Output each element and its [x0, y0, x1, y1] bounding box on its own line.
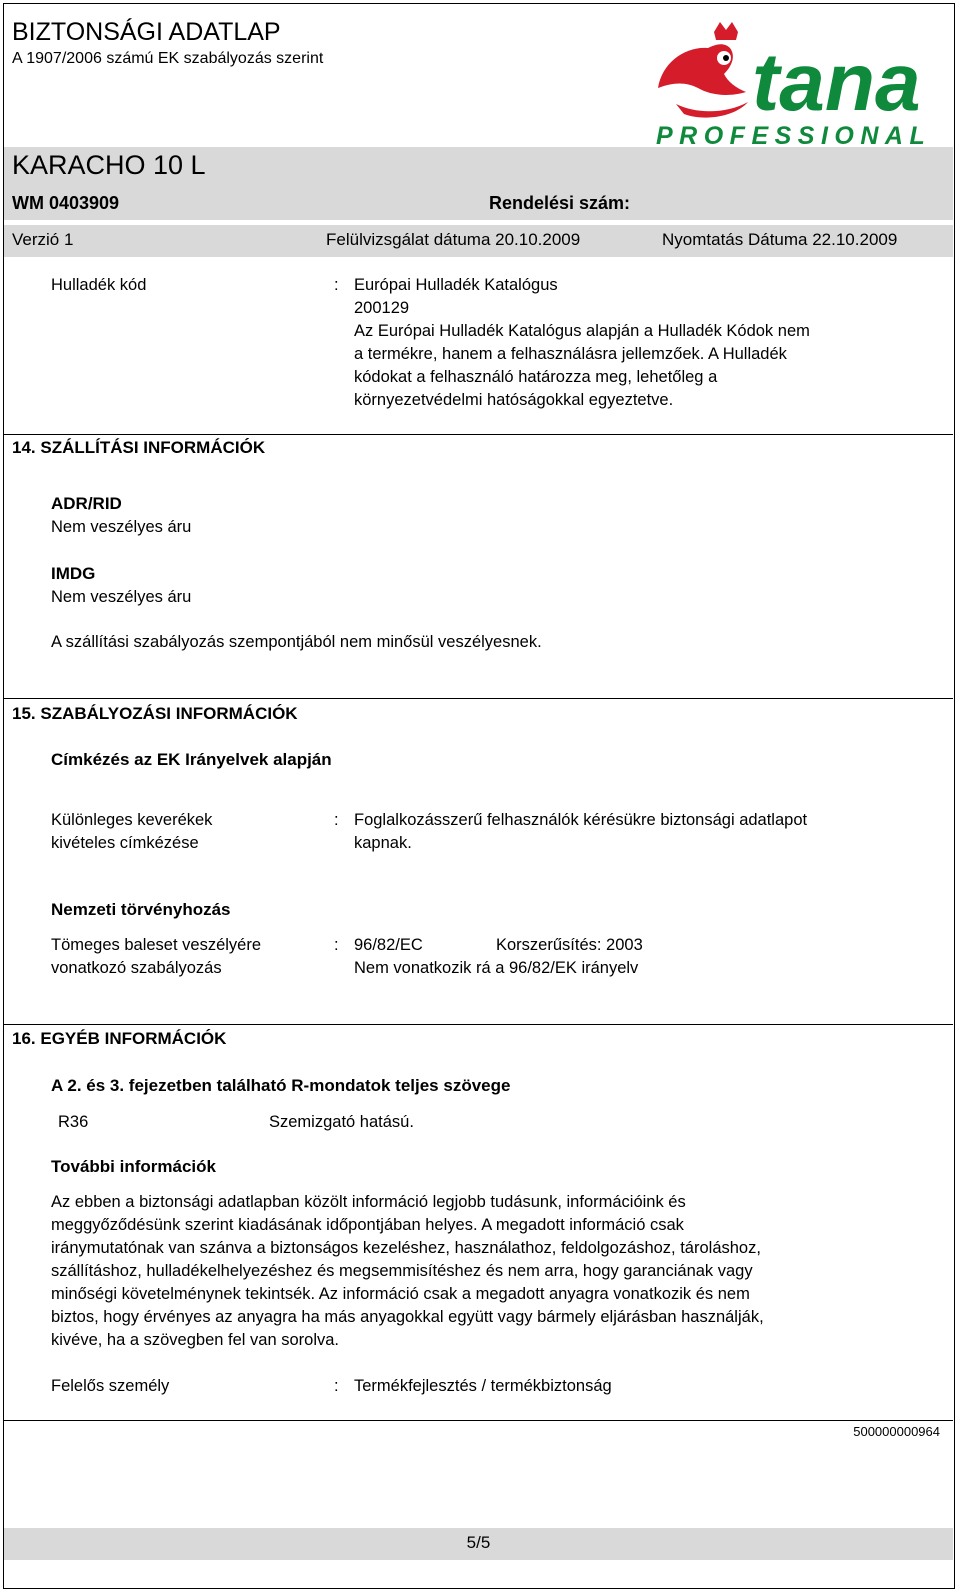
product-name: KARACHO 10 L — [12, 150, 206, 180]
r-phrase-code: R36 — [58, 1113, 89, 1131]
major-accident-label: Tömeges baleset veszélyére vonatkozó szabályozás — [51, 936, 262, 977]
labelling-subhead: Címkézés az EK Irányelvek alapján — [51, 750, 332, 769]
text-line: biztos, hogy érvényes az anyagra ha más anyagokkal együtt vagy bármely eljárásban használják, — [51, 1308, 764, 1326]
order-number-label: Rendelési szám: — [489, 193, 631, 213]
r-phrase-text: Szemizgató hatású. — [269, 1113, 414, 1131]
bird-icon — [658, 22, 748, 118]
major-accident-code: 96/82/EC — [354, 936, 423, 954]
text-line: Az ebben a biztonsági adatlapban közölt információ legjobb tudásunk, információink és — [51, 1193, 686, 1211]
text-line: meggyőződésünk szerint kiadásának időpontjában helyes. A megadott információ csak — [51, 1216, 684, 1234]
national-legislation-head: Nemzeti törvényhozás — [51, 900, 231, 919]
text-line: kódokat a felhasználó határozza meg, lehetőleg a — [354, 368, 718, 386]
page-number: 5/5 — [466, 1533, 491, 1552]
text-line: a termékre, hanem a felhasználásra jellemzőek. A Hulladék — [354, 345, 787, 363]
regulation-text: A 1907/2006 számú EK szabályozás szerint — [12, 50, 324, 67]
text-line: 200129 — [354, 299, 410, 317]
section-divider — [4, 698, 953, 699]
text-line: szállításhoz, hulladékelhelyezéshez és megsemmisítéshez és nem arra, hogy garanciának vagy — [51, 1262, 753, 1280]
responsible-value: Termékfejlesztés / termékbiztonság — [354, 1377, 612, 1395]
doc-title: BIZTONSÁGI ADATLAP — [12, 18, 281, 46]
further-info-head: További információk — [51, 1157, 216, 1176]
section-16-title: 16. EGYÉB INFORMÁCIÓK — [12, 1029, 227, 1048]
code-band — [4, 193, 953, 220]
special-labelling-colon: : — [334, 811, 339, 829]
version: Verzió 1 — [12, 230, 74, 249]
imdg-label: IMDG — [51, 564, 96, 583]
major-accident-update: Korszerűsítés: 2003 — [496, 936, 643, 954]
imdg-value: Nem veszélyes áru — [51, 588, 192, 606]
document-number: 500000000964 — [853, 1424, 940, 1439]
adr-label: ADR/RID — [51, 494, 122, 513]
special-labelling-label: Különleges keverékek kivételes címkézése — [51, 811, 213, 852]
r-phrases-head: A 2. és 3. fejezetben található R-mondatok teljes szövege — [51, 1076, 511, 1095]
logo-subtext: PROFESSIONAL — [656, 122, 932, 150]
text-line: iránymutatónak van szánva a biztonságos kezeléshez, használathoz, feldolgozáshoz, tároláshoz, — [51, 1239, 761, 1257]
text-line: környezetvédelmi hatóságokkal egyeztetve. — [354, 391, 674, 409]
responsible-colon: : — [334, 1377, 339, 1395]
major-accident-colon: : — [334, 936, 339, 954]
special-labelling-value: Foglalkozásszerű felhasználók kérésükre biztonsági adatlapot kapnak. — [354, 811, 808, 852]
further-info-paragraph — [51, 1191, 931, 1352]
transport-note: A szállítási szabályozás szempontjából nem minősül veszélyesnek. — [51, 633, 542, 651]
text-line: Az Európai Hulladék Katalógus alapján a Hulladék Kódok nem — [354, 322, 810, 340]
section-divider — [4, 434, 953, 435]
product-code: WM 0403909 — [12, 193, 120, 213]
section-divider — [4, 1420, 953, 1421]
section-14-title: 14. SZÁLLÍTÁSI INFORMÁCIÓK — [12, 438, 266, 457]
section-15-title: 15. SZABÁLYOZÁSI INFORMÁCIÓK — [12, 704, 298, 723]
text-line: Európai Hulladék Katalógus — [354, 276, 558, 294]
responsible-label: Felelős személy — [51, 1377, 170, 1395]
text-line: kivéve, ha a szövegben fel van sorolva. — [51, 1331, 340, 1349]
adr-value: Nem veszélyes áru — [51, 518, 192, 536]
waste-code-label: Hulladék kód — [51, 276, 147, 294]
document-page — [3, 3, 955, 1589]
waste-code-value — [354, 274, 810, 412]
waste-code-colon: : — [334, 276, 339, 294]
print-date: Nyomtatás Dátuma 22.10.2009 — [662, 230, 898, 249]
tana-professional-logo — [656, 18, 956, 150]
section-divider — [4, 1024, 953, 1025]
major-accident-note: Nem vonatkozik rá a 96/82/EK irányelv — [354, 959, 639, 977]
logo-wordmark: tana — [752, 37, 921, 128]
text-line: minőségi követelménynek tekintsék. Az információ csak a megadott anyagra vonatkozik és nem — [51, 1285, 750, 1303]
revision-date: Felülvizsgálat dátuma 20.10.2009 — [326, 230, 581, 249]
